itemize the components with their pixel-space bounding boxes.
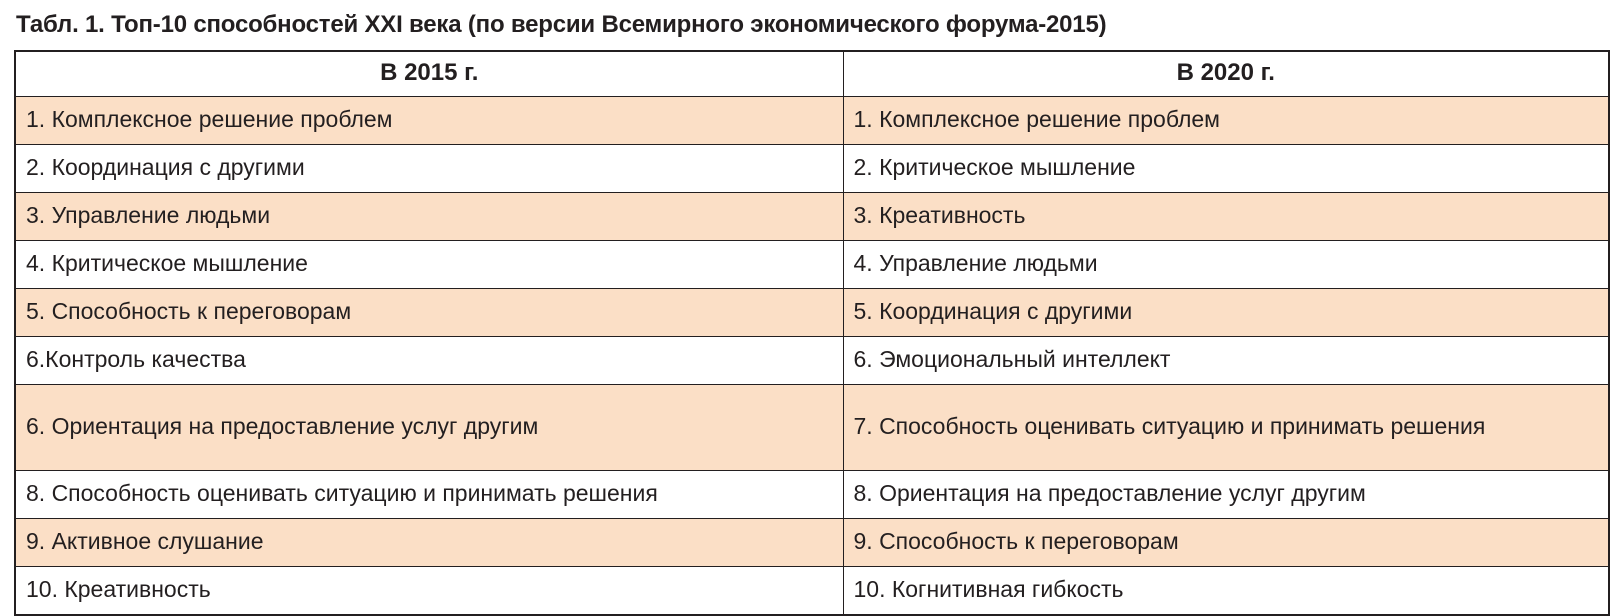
cell-2020: 9. Способность к переговорам <box>843 519 1609 567</box>
table-row <box>15 241 1609 289</box>
column-header-2020: В 2020 г. <box>843 51 1609 96</box>
cell-2015: 3. Управление людьми <box>15 193 843 241</box>
cell-2015: 6.Контроль качества <box>15 337 843 385</box>
table-row <box>15 193 1609 241</box>
cell-2020: 10. Когнитивная гибкость <box>843 567 1609 616</box>
cell-2015: 2. Координация с другими <box>15 145 843 193</box>
cell-2015: 5. Способность к переговорам <box>15 289 843 337</box>
cell-2020: 4. Управление людьми <box>843 241 1609 289</box>
table-body <box>15 97 1609 616</box>
cell-2020: 6. Эмоциональный интеллект <box>843 337 1609 385</box>
cell-2015: 6. Ориентация на предоставление услуг другим <box>15 385 843 471</box>
skills-table <box>14 50 1610 616</box>
cell-2015: 4. Критическое мышление <box>15 241 843 289</box>
cell-2020: 3. Креативность <box>843 193 1609 241</box>
table-row <box>15 97 1609 145</box>
cell-2015: 1. Комплексное решение проблем <box>15 97 843 145</box>
column-header-2015: В 2015 г. <box>15 51 843 96</box>
table-row <box>15 567 1609 616</box>
table-head <box>15 51 1609 96</box>
cell-2020: 8. Ориентация на предоставление услуг другим <box>843 471 1609 519</box>
cell-2020: 2. Критическое мышление <box>843 145 1609 193</box>
table-row <box>15 289 1609 337</box>
cell-2020: 7. Способность оценивать ситуацию и принимать решения <box>843 385 1609 471</box>
table-row <box>15 385 1609 471</box>
table-row <box>15 337 1609 385</box>
table-row <box>15 471 1609 519</box>
table-row <box>15 145 1609 193</box>
table-header-row <box>15 51 1609 96</box>
cell-2015: 8. Способность оценивать ситуацию и принимать решения <box>15 471 843 519</box>
cell-2015: 10. Креативность <box>15 567 843 616</box>
cell-2015: 9. Активное слушание <box>15 519 843 567</box>
cell-2020: 1. Комплексное решение проблем <box>843 97 1609 145</box>
table-caption: Табл. 1. Топ-10 способностей XXI века (по версии Всемирного экономического форума-2015) <box>16 11 1107 38</box>
cell-2020: 5. Координация с другими <box>843 289 1609 337</box>
table-row <box>15 519 1609 567</box>
